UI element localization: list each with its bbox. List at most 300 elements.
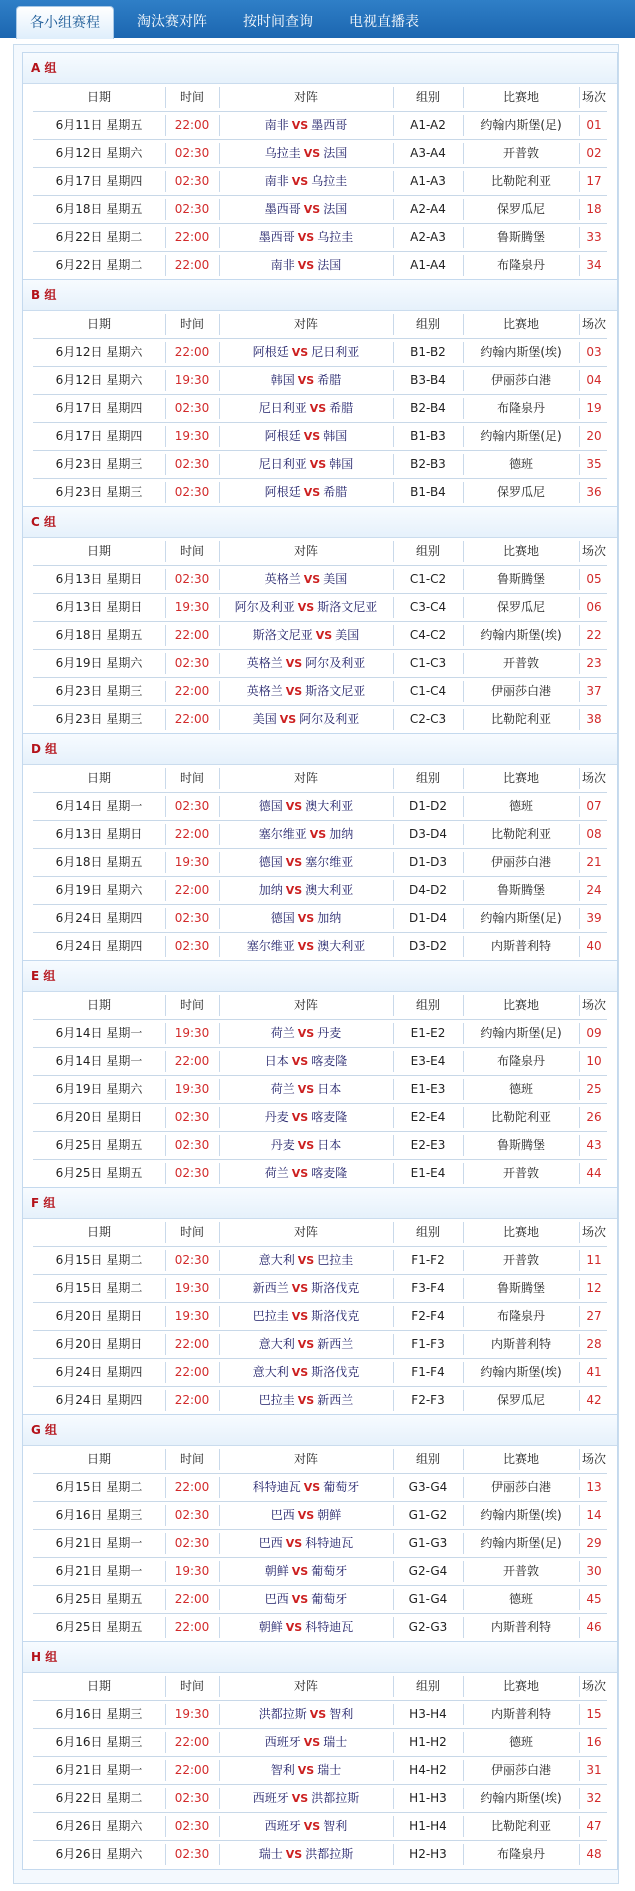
match-number: 34 xyxy=(586,258,602,272)
kickoff-time: 22:00 xyxy=(174,684,210,698)
table-row[interactable] xyxy=(33,821,607,849)
home-team[interactable]: 朝鲜 xyxy=(264,1564,289,1578)
table-row[interactable] xyxy=(33,622,607,650)
away-team[interactable]: 喀麦隆 xyxy=(311,1110,348,1124)
home-team[interactable]: 日本 xyxy=(264,1054,289,1068)
table-row[interactable] xyxy=(33,168,607,196)
vs-label: VS xyxy=(309,458,327,471)
venue: 约翰内斯堡(埃) xyxy=(480,345,562,359)
vs-label: VS xyxy=(297,1027,315,1040)
column-divider xyxy=(579,995,580,1016)
venue: 比勒陀利亚 xyxy=(490,1110,551,1124)
kickoff-time: 02:30 xyxy=(174,1536,210,1550)
table-row[interactable] xyxy=(33,1813,607,1841)
away-team[interactable]: 澳大利亚 xyxy=(305,799,354,813)
column-divider xyxy=(393,482,394,503)
table-row[interactable] xyxy=(33,1474,607,1502)
tab-group-schedule[interactable]: 各小组赛程 xyxy=(16,6,114,39)
kickoff-time: 22:00 xyxy=(174,1393,210,1407)
column-header: 组别 xyxy=(415,90,440,104)
group-code: F1-F4 xyxy=(411,1365,445,1379)
group-code: B1-B2 xyxy=(410,345,446,359)
column-divider xyxy=(463,1079,464,1100)
column-header: 场次 xyxy=(581,544,606,558)
match-date: 6月20日 星期日 xyxy=(55,1110,143,1124)
away-team[interactable]: 墨西哥 xyxy=(311,118,348,132)
match-cell xyxy=(219,479,393,506)
match-date: 6月24日 星期四 xyxy=(55,911,143,925)
away-team[interactable]: 葡萄牙 xyxy=(323,1480,360,1494)
away-team[interactable]: 瑞士 xyxy=(317,1763,342,1777)
table-header xyxy=(33,1219,607,1247)
home-team[interactable]: 尼日利亚 xyxy=(258,457,307,471)
home-team[interactable]: 巴西 xyxy=(264,1592,289,1606)
column-divider xyxy=(165,398,166,419)
table-row[interactable] xyxy=(33,650,607,678)
table-row[interactable] xyxy=(33,395,607,423)
table-row[interactable] xyxy=(33,1303,607,1331)
table-row[interactable] xyxy=(33,339,607,367)
table-row[interactable] xyxy=(33,1502,607,1530)
away-team[interactable]: 科特迪瓦 xyxy=(305,1620,354,1634)
away-team[interactable]: 乌拉圭 xyxy=(311,174,348,188)
venue: 鲁斯腾堡 xyxy=(496,572,545,586)
away-team[interactable]: 阿尔及利亚 xyxy=(299,712,360,726)
away-team[interactable]: 丹麦 xyxy=(317,1026,342,1040)
column-divider xyxy=(219,880,220,901)
home-team[interactable]: 荷兰 xyxy=(270,1026,295,1040)
away-team[interactable]: 瑞士 xyxy=(323,1735,348,1749)
home-team[interactable]: 加纳 xyxy=(258,883,283,897)
match-number: 27 xyxy=(586,1309,602,1323)
away-team[interactable]: 塞尔维亚 xyxy=(305,855,354,869)
column-divider xyxy=(219,1449,220,1470)
match-number: 29 xyxy=(586,1536,602,1550)
away-team[interactable]: 喀麦隆 xyxy=(311,1166,348,1180)
home-team[interactable]: 西班牙 xyxy=(252,1791,289,1805)
table-row[interactable] xyxy=(33,367,607,395)
column-divider xyxy=(463,1250,464,1271)
vs-label: VS xyxy=(291,1282,309,1295)
away-team[interactable]: 洪都拉斯 xyxy=(311,1791,360,1805)
home-team[interactable]: 德国 xyxy=(270,911,295,925)
away-team[interactable]: 新西兰 xyxy=(317,1393,354,1407)
column-divider xyxy=(219,1760,220,1781)
home-team[interactable]: 阿根廷 xyxy=(252,345,289,359)
match-date: 6月12日 星期六 xyxy=(55,373,143,387)
column-divider xyxy=(165,653,166,674)
table-row[interactable] xyxy=(33,905,607,933)
home-team[interactable]: 英格兰 xyxy=(246,656,283,670)
table-row[interactable] xyxy=(33,1160,607,1187)
venue: 比勒陀利亚 xyxy=(490,174,551,188)
group-code: F1-F2 xyxy=(411,1253,445,1267)
group-code: B1-B3 xyxy=(410,429,446,443)
venue: 德班 xyxy=(508,1082,533,1096)
table-row[interactable] xyxy=(33,706,607,733)
group-code: A1-A2 xyxy=(410,118,446,132)
away-team[interactable]: 韩国 xyxy=(329,457,354,471)
match-date: 6月18日 星期五 xyxy=(55,628,143,642)
table-row[interactable] xyxy=(33,1757,607,1785)
vs-label: VS xyxy=(291,1565,309,1578)
home-team[interactable]: 德国 xyxy=(258,855,283,869)
column-divider xyxy=(165,1732,166,1753)
table-row[interactable] xyxy=(33,594,607,622)
column-divider xyxy=(463,995,464,1016)
tab-knockout[interactable]: 淘汰赛对阵 xyxy=(137,14,207,30)
match-date: 6月15日 星期二 xyxy=(55,1253,143,1267)
home-team[interactable]: 墨西哥 xyxy=(258,230,295,244)
table-row[interactable] xyxy=(33,196,607,224)
away-team[interactable]: 美国 xyxy=(335,628,360,642)
away-team[interactable]: 法国 xyxy=(317,258,342,272)
table-row[interactable] xyxy=(33,224,607,252)
table-row[interactable] xyxy=(33,1132,607,1160)
away-team[interactable]: 喀麦隆 xyxy=(311,1054,348,1068)
kickoff-time: 22:00 xyxy=(174,1592,210,1606)
away-team[interactable]: 斯洛伐克 xyxy=(311,1281,360,1295)
column-divider xyxy=(463,880,464,901)
column-divider xyxy=(463,1449,464,1470)
table-row[interactable] xyxy=(33,1558,607,1586)
away-team[interactable]: 乌拉圭 xyxy=(317,230,354,244)
table-row[interactable] xyxy=(33,877,607,905)
match-date: 6月24日 星期四 xyxy=(55,1365,143,1379)
away-team[interactable]: 新西兰 xyxy=(317,1337,354,1351)
vs-label: VS xyxy=(291,1111,309,1124)
home-team[interactable]: 新西兰 xyxy=(252,1281,289,1295)
table-row[interactable] xyxy=(33,1841,607,1868)
column-divider xyxy=(219,936,220,957)
column-divider xyxy=(165,1676,166,1697)
column-divider xyxy=(463,1617,464,1638)
match-number: 36 xyxy=(586,485,602,499)
home-team[interactable]: 塞尔维亚 xyxy=(258,827,307,841)
column-divider xyxy=(219,1107,220,1128)
home-team[interactable]: 科特迪瓦 xyxy=(252,1480,301,1494)
group-block xyxy=(22,1187,618,1416)
away-team[interactable]: 朝鲜 xyxy=(317,1508,342,1522)
away-team[interactable]: 日本 xyxy=(317,1138,342,1152)
table-row[interactable] xyxy=(33,1387,607,1414)
away-team[interactable]: 葡萄牙 xyxy=(311,1564,348,1578)
vs-label: VS xyxy=(285,1621,303,1634)
away-team[interactable]: 美国 xyxy=(323,572,348,586)
away-team[interactable]: 斯洛伐克 xyxy=(311,1365,360,1379)
tab-tv-schedule[interactable]: 电视直播表 xyxy=(349,14,419,30)
home-team[interactable]: 意大利 xyxy=(258,1337,295,1351)
group-code: H2-H3 xyxy=(409,1847,447,1861)
table-row[interactable] xyxy=(33,112,607,140)
home-team[interactable]: 巴西 xyxy=(270,1508,295,1522)
table-row[interactable] xyxy=(33,1020,607,1048)
home-team[interactable]: 阿根廷 xyxy=(264,429,301,443)
table-row[interactable] xyxy=(33,849,607,877)
column-header: 时间 xyxy=(179,771,204,785)
column-header: 对阵 xyxy=(293,90,318,104)
table-row[interactable] xyxy=(33,252,607,279)
column-divider xyxy=(219,426,220,447)
away-team[interactable]: 智利 xyxy=(323,1819,348,1833)
column-divider xyxy=(393,1023,394,1044)
match-cell xyxy=(219,367,393,394)
away-team[interactable]: 希腊 xyxy=(329,401,354,415)
table-row[interactable] xyxy=(33,1785,607,1813)
column-divider xyxy=(219,625,220,646)
column-header: 比赛地 xyxy=(502,317,539,331)
away-team[interactable]: 巴拉圭 xyxy=(317,1253,354,1267)
home-team[interactable]: 塞尔维亚 xyxy=(246,939,295,953)
venue: 约翰内斯堡(足) xyxy=(480,1536,562,1550)
column-divider xyxy=(579,199,580,220)
table-row[interactable] xyxy=(33,566,607,594)
column-divider xyxy=(393,1704,394,1725)
away-team[interactable]: 葡萄牙 xyxy=(311,1592,348,1606)
away-team[interactable]: 科特迪瓦 xyxy=(305,1536,354,1550)
column-divider xyxy=(219,1533,220,1554)
away-team[interactable]: 智利 xyxy=(329,1707,354,1721)
group-code: E1-E4 xyxy=(410,1166,446,1180)
column-divider xyxy=(579,852,580,873)
table-row[interactable] xyxy=(33,1530,607,1558)
column-divider xyxy=(219,314,220,335)
group-code: B2-B3 xyxy=(410,457,446,471)
column-divider xyxy=(165,1135,166,1156)
group-code: A1-A4 xyxy=(410,258,446,272)
column-divider xyxy=(219,908,220,929)
column-divider xyxy=(393,541,394,562)
away-team[interactable]: 法国 xyxy=(323,146,348,160)
column-divider xyxy=(463,1505,464,1526)
home-team[interactable]: 朝鲜 xyxy=(258,1620,283,1634)
column-header: 时间 xyxy=(179,544,204,558)
table-row[interactable] xyxy=(33,451,607,479)
away-team[interactable]: 法国 xyxy=(323,202,348,216)
away-team[interactable]: 斯洛伐克 xyxy=(311,1309,360,1323)
home-team[interactable]: 巴拉圭 xyxy=(252,1309,289,1323)
column-divider xyxy=(393,255,394,276)
match-number: 14 xyxy=(586,1508,602,1522)
column-divider xyxy=(463,852,464,873)
kickoff-time: 19:30 xyxy=(174,373,210,387)
vs-label: VS xyxy=(303,1481,321,1494)
column-divider xyxy=(165,1390,166,1411)
home-team[interactable]: 英格兰 xyxy=(264,572,301,586)
column-divider xyxy=(463,1788,464,1809)
column-divider xyxy=(219,1079,220,1100)
away-team[interactable]: 加纳 xyxy=(329,827,354,841)
group-block xyxy=(22,506,618,735)
column-divider xyxy=(165,199,166,220)
match-number: 03 xyxy=(586,345,602,359)
table-row[interactable] xyxy=(33,1247,607,1275)
table-row[interactable] xyxy=(33,1359,607,1387)
match-number: 12 xyxy=(586,1281,602,1295)
home-team[interactable]: 荷兰 xyxy=(264,1166,289,1180)
venue: 约翰内斯堡(埃) xyxy=(480,1365,562,1379)
home-team[interactable]: 意大利 xyxy=(258,1253,295,1267)
tab-by-time[interactable]: 按时间查询 xyxy=(243,14,313,30)
kickoff-time: 02:30 xyxy=(174,799,210,813)
column-divider xyxy=(463,227,464,248)
column-divider xyxy=(219,1278,220,1299)
column-header: 对阵 xyxy=(293,1679,318,1693)
away-team[interactable]: 斯洛文尼亚 xyxy=(317,600,378,614)
column-divider xyxy=(579,1449,580,1470)
column-divider xyxy=(219,1023,220,1044)
home-team[interactable]: 巴西 xyxy=(258,1536,283,1550)
kickoff-time: 02:30 xyxy=(174,1819,210,1833)
home-team[interactable]: 智利 xyxy=(270,1763,295,1777)
group-code: E2-E3 xyxy=(410,1138,446,1152)
away-team[interactable]: 洪都拉斯 xyxy=(305,1847,354,1861)
column-header: 日期 xyxy=(86,1225,111,1239)
column-divider xyxy=(463,1163,464,1184)
group-code: G2-G4 xyxy=(408,1564,448,1578)
kickoff-time: 22:00 xyxy=(174,1365,210,1379)
group-code: D3-D4 xyxy=(408,827,448,841)
vs-label: VS xyxy=(297,1338,315,1351)
match-number: 26 xyxy=(586,1110,602,1124)
column-divider xyxy=(579,1561,580,1582)
home-team[interactable]: 美国 xyxy=(252,712,277,726)
group-code: C1-C2 xyxy=(409,572,447,586)
table-row[interactable] xyxy=(33,933,607,960)
column-header: 日期 xyxy=(86,90,111,104)
home-team[interactable]: 西班牙 xyxy=(264,1819,301,1833)
group-code: E1-E2 xyxy=(410,1026,446,1040)
away-team[interactable]: 韩国 xyxy=(323,429,348,443)
table-row[interactable] xyxy=(33,423,607,451)
table-row[interactable] xyxy=(33,1614,607,1641)
table-row[interactable] xyxy=(33,1048,607,1076)
away-team[interactable]: 日本 xyxy=(317,1082,342,1096)
table-row[interactable] xyxy=(33,1701,607,1729)
table-row[interactable] xyxy=(33,678,607,706)
column-header: 组别 xyxy=(415,317,440,331)
home-team[interactable]: 丹麦 xyxy=(270,1138,295,1152)
column-divider xyxy=(463,314,464,335)
vs-label: VS xyxy=(291,1593,309,1606)
home-team[interactable]: 巴拉圭 xyxy=(258,1393,295,1407)
match-number: 39 xyxy=(586,911,602,925)
home-team[interactable]: 阿尔及利亚 xyxy=(234,600,295,614)
away-team[interactable]: 尼日利亚 xyxy=(311,345,360,359)
home-team[interactable]: 意大利 xyxy=(252,1365,289,1379)
column-divider xyxy=(219,1334,220,1355)
match-date: 6月26日 星期六 xyxy=(55,1847,143,1861)
vs-label: VS xyxy=(303,486,321,499)
column-divider xyxy=(219,1222,220,1243)
group-code: C1-C4 xyxy=(409,684,447,698)
table-row[interactable] xyxy=(33,1275,607,1303)
column-divider xyxy=(219,398,220,419)
column-divider xyxy=(463,454,464,475)
match-cell xyxy=(219,1586,393,1613)
home-team[interactable]: 南非 xyxy=(264,174,289,188)
away-team[interactable]: 斯洛文尼亚 xyxy=(305,684,366,698)
home-team[interactable]: 洪都拉斯 xyxy=(258,1707,307,1721)
column-divider xyxy=(393,569,394,590)
away-team[interactable]: 阿尔及利亚 xyxy=(305,656,366,670)
table-row[interactable] xyxy=(33,793,607,821)
column-header: 日期 xyxy=(86,998,111,1012)
home-team[interactable]: 荷兰 xyxy=(270,1082,295,1096)
match-date: 6月13日 星期日 xyxy=(55,827,143,841)
match-number: 07 xyxy=(586,799,602,813)
group-title: E 组 xyxy=(23,961,617,992)
column-divider xyxy=(463,1589,464,1610)
away-team[interactable]: 澳大利亚 xyxy=(317,939,366,953)
home-team[interactable]: 丹麦 xyxy=(264,1110,289,1124)
away-team[interactable]: 澳大利亚 xyxy=(305,883,354,897)
column-divider xyxy=(219,1250,220,1271)
match-cell xyxy=(219,1757,393,1784)
home-team[interactable]: 墨西哥 xyxy=(264,202,301,216)
table-row[interactable] xyxy=(33,1331,607,1359)
kickoff-time: 22:00 xyxy=(174,712,210,726)
column-divider xyxy=(579,1023,580,1044)
home-team[interactable]: 南非 xyxy=(270,258,295,272)
column-divider xyxy=(165,1250,166,1271)
column-divider xyxy=(579,1760,580,1781)
column-divider xyxy=(165,995,166,1016)
home-team[interactable]: 英格兰 xyxy=(246,684,283,698)
away-team[interactable]: 加纳 xyxy=(317,911,342,925)
home-team[interactable]: 瑞士 xyxy=(258,1847,283,1861)
column-divider xyxy=(219,824,220,845)
home-team[interactable]: 德国 xyxy=(258,799,283,813)
home-team[interactable]: 斯洛文尼亚 xyxy=(252,628,313,642)
table-row[interactable] xyxy=(33,479,607,506)
vs-label: VS xyxy=(297,940,315,953)
away-team[interactable]: 希腊 xyxy=(317,373,342,387)
kickoff-time: 02:30 xyxy=(174,401,210,415)
table-row[interactable] xyxy=(33,1729,607,1757)
column-divider xyxy=(165,597,166,618)
group-block xyxy=(22,1414,618,1643)
home-team[interactable]: 尼日利亚 xyxy=(258,401,307,415)
venue: 比勒陀利亚 xyxy=(490,712,551,726)
match-number: 37 xyxy=(586,684,602,698)
column-divider xyxy=(579,1676,580,1697)
match-cell xyxy=(219,877,393,904)
column-divider xyxy=(579,482,580,503)
table-row[interactable] xyxy=(33,140,607,168)
column-divider xyxy=(393,1163,394,1184)
home-team[interactable]: 南非 xyxy=(264,118,289,132)
column-divider xyxy=(219,171,220,192)
home-team[interactable]: 西班牙 xyxy=(264,1735,301,1749)
home-team[interactable]: 阿根廷 xyxy=(264,485,301,499)
away-team[interactable]: 希腊 xyxy=(323,485,348,499)
column-divider xyxy=(165,541,166,562)
venue: 德班 xyxy=(508,1735,533,1749)
column-divider xyxy=(219,1390,220,1411)
table-row[interactable] xyxy=(33,1076,607,1104)
match-cell xyxy=(219,339,393,366)
match-date: 6月14日 星期一 xyxy=(55,1026,143,1040)
home-team[interactable]: 乌拉圭 xyxy=(264,146,301,160)
table-row[interactable] xyxy=(33,1586,607,1614)
venue: 约翰内斯堡(足) xyxy=(480,911,562,925)
home-team[interactable]: 韩国 xyxy=(270,373,295,387)
table-row[interactable] xyxy=(33,1104,607,1132)
match-cell xyxy=(219,793,393,820)
column-header: 比赛地 xyxy=(502,771,539,785)
venue: 内斯普利特 xyxy=(490,1337,551,1351)
